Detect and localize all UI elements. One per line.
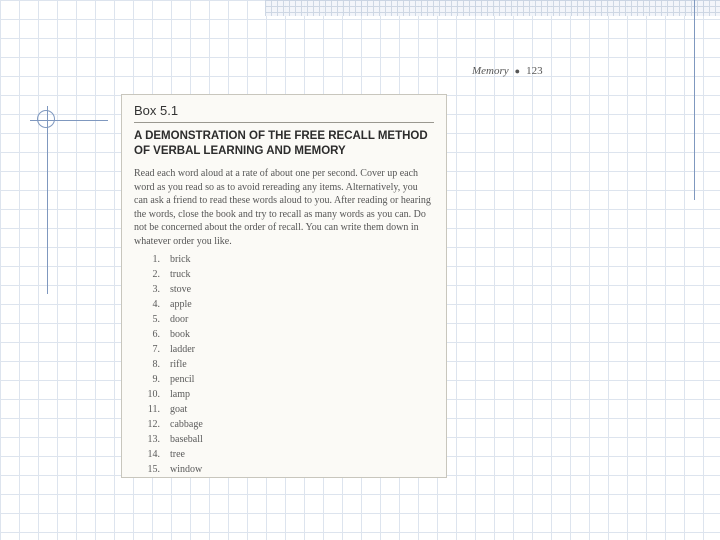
word-number: 4. xyxy=(152,298,160,310)
box-label: Box 5.1 xyxy=(134,103,179,118)
word-number: 10. xyxy=(147,388,160,400)
word-text: goat xyxy=(170,403,188,415)
page-number: 123 xyxy=(526,65,543,77)
word-text: apple xyxy=(170,298,192,310)
decorative-circle xyxy=(37,110,55,128)
word-number: 15. xyxy=(147,463,160,475)
word-text: book xyxy=(170,328,190,340)
word-list xyxy=(134,252,434,477)
word-number: 2. xyxy=(152,268,160,280)
word-list-item xyxy=(134,252,434,267)
box-divider xyxy=(134,122,434,123)
running-header-section: Memory xyxy=(472,65,509,77)
word-list-item xyxy=(134,432,434,447)
word-list-item xyxy=(134,372,434,387)
word-list-item xyxy=(134,402,434,417)
word-number: 11. xyxy=(147,403,160,415)
word-text: window xyxy=(170,463,203,475)
word-text: baseball xyxy=(170,433,203,445)
word-number: 6. xyxy=(152,328,160,340)
bullet-icon: ● xyxy=(514,66,521,76)
running-header xyxy=(472,65,543,77)
word-number: 5. xyxy=(152,313,160,325)
word-list-item xyxy=(134,447,434,462)
word-text: door xyxy=(170,313,189,325)
word-text: lamp xyxy=(170,388,190,400)
word-text: ladder xyxy=(170,343,195,355)
word-text: brick xyxy=(170,253,191,265)
word-text: tree xyxy=(170,448,185,460)
word-number: 9. xyxy=(152,373,160,385)
word-text: stove xyxy=(170,283,192,295)
word-list-item xyxy=(134,297,434,312)
word-list-item xyxy=(134,267,434,282)
textbook-box xyxy=(121,94,447,478)
word-text: truck xyxy=(170,268,191,280)
box-title xyxy=(134,129,434,159)
decorative-vertical-line-left xyxy=(47,106,48,294)
word-text: pencil xyxy=(170,373,195,385)
decorative-top-band xyxy=(265,0,720,16)
word-list-item xyxy=(134,387,434,402)
box-title-line-2: OF VERBAL LEARNING AND MEMORY xyxy=(134,145,346,157)
word-list-item xyxy=(134,282,434,297)
word-text: rifle xyxy=(170,358,187,370)
word-list-item xyxy=(134,462,434,477)
word-number: 14. xyxy=(147,448,160,460)
word-number: 8. xyxy=(152,358,160,370)
word-number: 7. xyxy=(152,343,160,355)
box-instructions: Read each word aloud at a rate of about one per second. Cover up each word as you read so as to avoid rereading any items. Alternatively, you can ask a friend to read these words aloud to you. After reading or hearing the words, close the book and try to recall as many words as you can. Do not be concerned about the order of recall. You can write them down in whatever order you like. xyxy=(134,168,431,247)
word-text: cabbage xyxy=(170,418,203,430)
word-list-item xyxy=(134,357,434,372)
word-list-item xyxy=(134,327,434,342)
word-list-item xyxy=(134,342,434,357)
word-number: 3. xyxy=(152,283,160,295)
word-list-item xyxy=(134,417,434,432)
decorative-vertical-line-right xyxy=(694,0,695,200)
word-list-item xyxy=(134,312,434,327)
word-number: 13. xyxy=(147,433,160,445)
word-number: 12. xyxy=(147,418,160,430)
word-number: 1. xyxy=(152,253,160,265)
box-title-line-1: A DEMONSTRATION OF THE FREE RECALL METHOD xyxy=(134,130,428,142)
